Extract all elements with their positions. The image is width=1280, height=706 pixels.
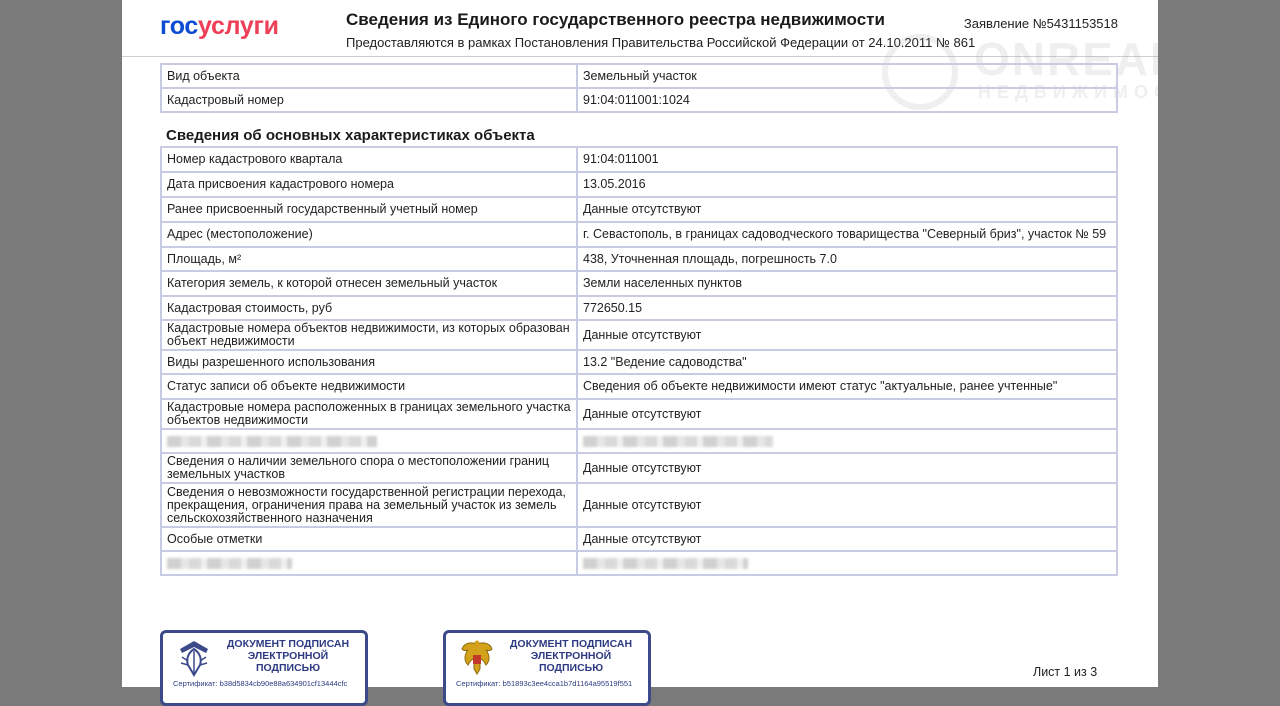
- gosuslugi-logo[interactable]: [160, 12, 279, 41]
- redacted-value: [577, 429, 1117, 453]
- redacted-row: [161, 551, 1117, 575]
- row-value: 438, Уточненная площадь, погрешность 7.0: [577, 247, 1117, 271]
- row-value: Данные отсутствуют: [577, 453, 1117, 483]
- row-label: Сведения о наличии земельного спора о местоположении границ земельных участков: [161, 453, 577, 483]
- table-row: [161, 147, 1117, 172]
- table-row: [161, 172, 1117, 197]
- table-row: [161, 399, 1117, 429]
- logo-part-gos: гос: [160, 12, 199, 40]
- table-row: [161, 296, 1117, 320]
- row-label: Ранее присвоенный государственный учетный номер: [161, 197, 577, 222]
- application-number: Заявление №5431153518: [963, 16, 1118, 31]
- document-page: [122, 0, 1209, 688]
- signature-stamp-2: [443, 630, 651, 706]
- row-value: 772650.15: [577, 296, 1117, 320]
- redaction-blur: [167, 436, 377, 447]
- redacted-value: [577, 551, 1117, 575]
- row-label: Площадь, м²: [161, 247, 577, 271]
- signature-stamp-1: [160, 630, 368, 706]
- row-label: Кадастровые номера расположенных в границах земельного участка объектов недвижимости: [161, 399, 577, 429]
- row-value: Данные отсутствуют: [577, 399, 1117, 429]
- row-label: Адрес (местоположение): [161, 222, 577, 247]
- redacted-label: [161, 429, 577, 453]
- table-row: [161, 527, 1117, 551]
- rosreestr-emblem-icon: [175, 639, 213, 677]
- logo-part-uslugi: услуги: [198, 12, 279, 40]
- row-value: Данные отсутствуют: [577, 197, 1117, 222]
- signature-text: ДОКУМЕНТ ПОДПИСАН ЭЛЕКТРОННОЙ ПОДПИСЬЮ: [226, 638, 350, 674]
- row-label: Особые отметки: [161, 527, 577, 551]
- table-row: [161, 483, 1117, 527]
- row-label: Статус записи об объекте недвижимости: [161, 374, 577, 399]
- certificate-id: Сертификат: b51893c3ee4cca1b7d1164a95519f551: [456, 679, 633, 688]
- redacted-label: [161, 551, 577, 575]
- table-row: [161, 88, 1117, 112]
- redaction-blur: [583, 436, 773, 447]
- row-label: Категория земель, к которой отнесен земельный участок: [161, 271, 577, 296]
- row-value: 91:04:011001: [577, 147, 1117, 172]
- object-identity-table: [160, 63, 1118, 113]
- row-value: Данные отсутствуют: [577, 320, 1117, 350]
- watermark-line1: ONREALT: [974, 33, 1207, 85]
- table-row: [161, 64, 1117, 88]
- coat-of-arms-icon: [458, 639, 496, 677]
- page-counter: Лист 1 из 3: [1033, 665, 1098, 679]
- row-value: Земли населенных пунктов: [577, 271, 1117, 296]
- table-row: [161, 222, 1117, 247]
- watermark-line2: НЕДВИЖИМОСТЬ: [978, 82, 1209, 102]
- table-row: [161, 374, 1117, 399]
- certificate-id: Сертификат: b38d5834cb90e88a634901cf13444cfc: [173, 679, 348, 688]
- document-subtitle: Предоставляются в рамках Постановления Правительства Российской Федерации от 24.10.2011 № 861: [346, 35, 976, 50]
- row-label: Кадастровые номера объектов недвижимости, из которых образован объект недвижимости: [161, 320, 577, 350]
- row-label: Вид объекта: [161, 64, 577, 88]
- row-label: Дата присвоения кадастрового номера: [161, 172, 577, 197]
- characteristics-table: [160, 146, 1118, 576]
- row-label: Сведения о невозможности государственной регистрации перехода, прекращения, ограничения права на земельный участок из земель сельскохозяйственного назначения: [161, 483, 577, 527]
- document-title: Сведения из Единого государственного реестра недвижимости: [346, 10, 885, 29]
- row-label: Виды разрешенного использования: [161, 350, 577, 374]
- row-value: Данные отсутствуют: [577, 527, 1117, 551]
- row-value: г. Севастополь, в границах садоводческого товарищества "Северный бриз", участок № 59: [577, 222, 1117, 247]
- table-row: [161, 453, 1117, 483]
- table-row: [161, 350, 1117, 374]
- row-label: Номер кадастрового квартала: [161, 147, 577, 172]
- signature-text: ДОКУМЕНТ ПОДПИСАН ЭЛЕКТРОННОЙ ПОДПИСЬЮ: [509, 638, 633, 674]
- redaction-blur: [583, 558, 748, 569]
- section-heading: Сведения об основных характеристиках объекта: [166, 127, 535, 144]
- redacted-row: [161, 429, 1117, 453]
- table-row: [161, 247, 1117, 271]
- table-row: [161, 320, 1117, 350]
- row-value: 13.2 "Ведение садоводства": [577, 350, 1117, 374]
- table-row: [161, 197, 1117, 222]
- row-value: Земельный участок: [577, 64, 1117, 88]
- row-label: Кадастровый номер: [161, 88, 577, 112]
- row-value: 91:04:011001:1024: [577, 88, 1117, 112]
- header-divider: [122, 56, 1158, 57]
- row-label: Кадастровая стоимость, руб: [161, 296, 577, 320]
- row-value: Данные отсутствуют: [577, 483, 1117, 527]
- row-value: 13.05.2016: [577, 172, 1117, 197]
- redaction-blur: [167, 558, 292, 569]
- table-row: [161, 271, 1117, 296]
- row-value: Сведения об объекте недвижимости имеют статус "актуальные, ранее учтенные": [577, 374, 1117, 399]
